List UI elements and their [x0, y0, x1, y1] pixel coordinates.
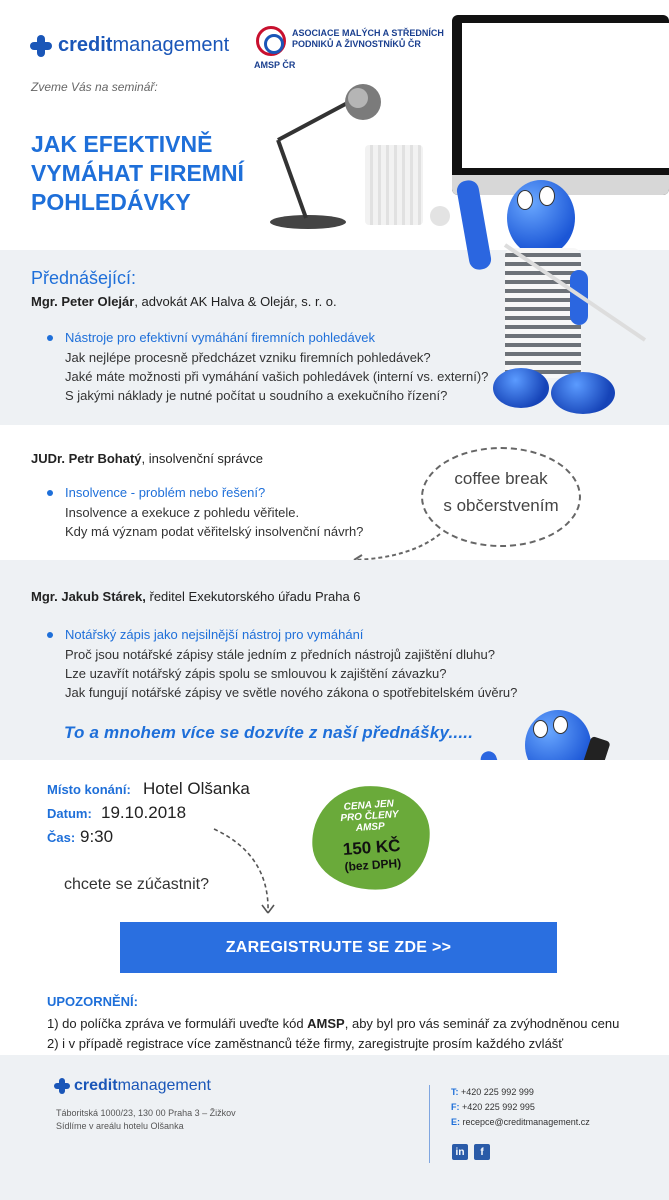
- member-price-badge: CENA JEN PRO ČLENY AMSP 150 KČ (bez DPH): [309, 782, 434, 894]
- badge-price: 150 KČ: [342, 835, 402, 859]
- warning-title: UPOZORNĚNÍ:: [47, 994, 138, 1009]
- page-title: JAK EFEKTIVNĚ VYMÁHAT FIREMNÍ POHLEDÁVKY: [31, 131, 244, 215]
- teaser-text: To a mnohem více se dozvíte z naší přednášky.....: [64, 723, 474, 742]
- time-label: Čas:: [47, 830, 76, 845]
- plus-logo-icon: [54, 1078, 70, 1094]
- footer-contacts: [451, 1085, 590, 1130]
- topic-2-details: Insolvence a exekuce z pohledu věřitele. Kdy má význam podat věřitelský insolvenční návrh?: [65, 505, 364, 539]
- time-value: 9:30: [80, 827, 114, 846]
- footer-logo[interactable]: creditmanagement: [54, 1077, 211, 1095]
- speaker-3: Mgr. Jakub Stárek, ředitel Exekutorského úřadu Praha 6: [31, 589, 361, 604]
- footer: [0, 1055, 669, 1200]
- invite-text: Zveme Vás na seminář:: [31, 80, 158, 94]
- topic-1-details: Jak nejlépe procesně předcházet vzniku firemních pohledávek? Jaké máte možnosti při vymáhání vašich pohledávek (interní vs. externí)? S jakými náklady je nutné počítat u soudního a exekučního řízení?: [65, 350, 489, 403]
- phone-line[interactable]: T: +420 225 992 999: [451, 1087, 534, 1097]
- fax-line: F: +420 225 992 995: [451, 1102, 535, 1112]
- topic-3: Notářský zápis jako nejsilnější nástroj pro vymáhání: [47, 627, 669, 642]
- amsp-emblem-icon: [256, 26, 286, 56]
- amsp-name: ASOCIACE MALÝCH A STŘEDNÍCH PODNIKŮ A ŽIVNOSTNÍKŮ ČR: [292, 28, 444, 49]
- footer-address: Táboritská 1000/23, 130 00 Praha 3 – Žižkov Sídlíme v areálu hotelu Olšanka: [56, 1108, 236, 1131]
- speakers-label: Přednášející:: [31, 268, 137, 288]
- topic-2: Insolvence - problém nebo řešení?: [47, 485, 669, 500]
- social-links: [452, 1144, 490, 1160]
- place-label: Místo konání:: [47, 782, 131, 797]
- linkedin-icon[interactable]: in: [452, 1144, 468, 1160]
- plus-logo-icon: [30, 35, 52, 57]
- date-label: Datum:: [47, 806, 92, 821]
- creditmanagement-logo[interactable]: creditmanagement: [30, 34, 229, 57]
- cta-arrow-icon: [210, 825, 290, 920]
- topic-1: Nástroje pro efektivní vymáhání firemních pohledávek: [47, 330, 669, 345]
- badge-note: (bez DPH): [344, 855, 402, 874]
- email-link[interactable]: E: recepce@creditmanagement.cz: [451, 1117, 590, 1127]
- warning-line-1: 1) do políčka zpráva ve formuláři uveďte kód AMSP, aby byl pro vás seminář za zvýhodněnou cenu: [47, 1016, 620, 1031]
- place-value: Hotel Olšanka: [143, 779, 250, 798]
- topic-3-details: Proč jsou notářské zápisy stále jedním z předních nástrojů zajištění dluhu? Lze uzavřít notářský zápis spolu se smlouvou k zajištění závazku? Jak fungují notářské zápisy ve světle nového zákona o spotřebitelském úvěru?: [65, 647, 518, 700]
- amsp-logo[interactable]: [250, 24, 450, 74]
- mascot-pointer-illustration: [455, 160, 655, 440]
- speaker-2: JUDr. Petr Bohatý, insolvenční správce: [31, 451, 263, 466]
- warning-line-2: 2) i v případě registrace více zaměstnanců téže firmy, zaregistrujte prosím každého zvlášť: [47, 1036, 564, 1051]
- register-button[interactable]: ZAREGISTRUJTE SE ZDE >>: [120, 922, 557, 973]
- pencil-cup-illustration: [365, 145, 423, 225]
- amsp-code: AMSP ČR: [254, 60, 296, 70]
- coffee-break-bubble: coffee break s občerstvením: [421, 447, 581, 547]
- speaker-1: Mgr. Peter Olejár, advokát AK Halva & Olejár, s. r. o.: [31, 294, 337, 309]
- facebook-icon[interactable]: f: [474, 1144, 490, 1160]
- date-value: 19.10.2018: [101, 803, 187, 822]
- footer-divider: [429, 1085, 430, 1163]
- participate-question: chcete se zúčastnit?: [64, 876, 209, 893]
